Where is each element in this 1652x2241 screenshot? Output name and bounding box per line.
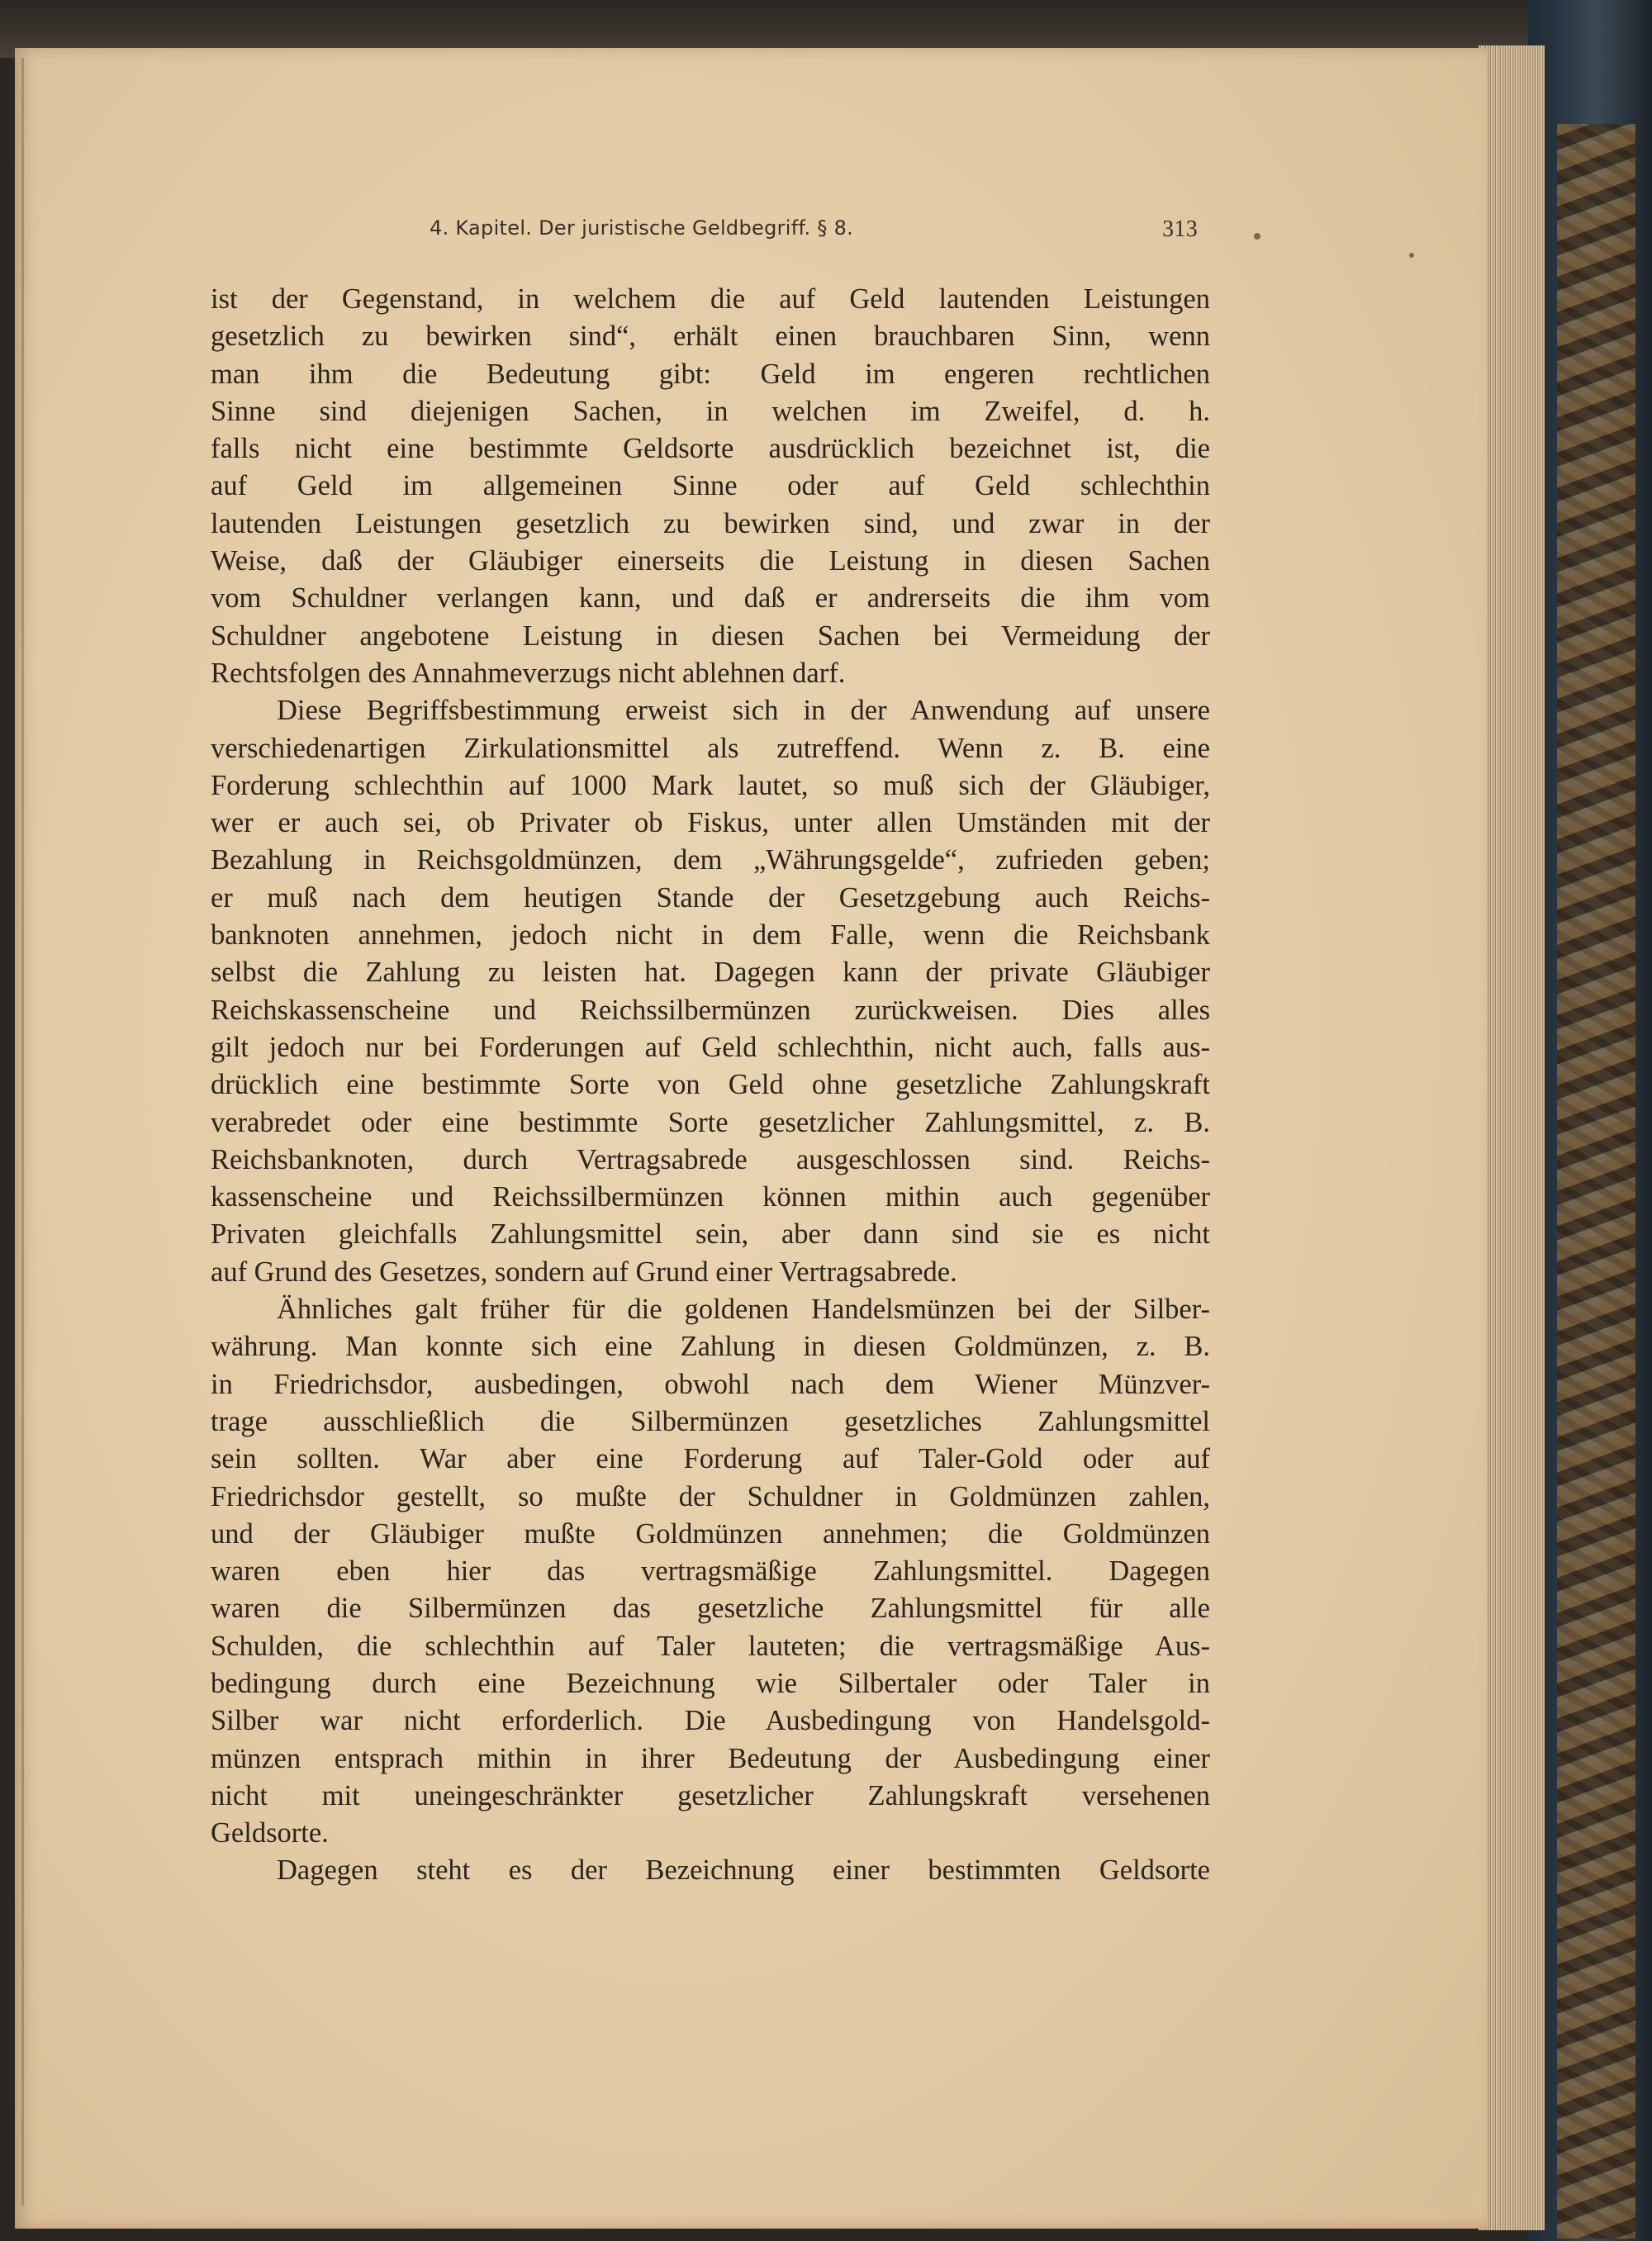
text-line: falls nicht eine bestimmte Geldsorte ausdrücklich bezeichnet ist, die: [211, 433, 1210, 465]
text-line: verschiedenartigen Zirkulationsmittel als zutreffend. Wenn z. B. eine: [211, 732, 1210, 764]
text-line: Schulden, die schlechthin auf Taler lauteten; die vertragsmäßige Aus-: [211, 1630, 1210, 1662]
text-line: vom Schuldner verlangen kann, und daß er andrerseits die ihm vom: [211, 582, 1210, 615]
text-line: bedingung durch eine Bezeichnung wie Silbertaler oder Taler in: [211, 1667, 1210, 1699]
text-line: drücklich eine bestimmte Sorte von Geld ohne gesetzliche Zahlungskraft: [211, 1069, 1210, 1101]
text-line: Sinne sind diejenigen Sachen, in welchen im Zweifel, d. h.: [211, 395, 1210, 427]
running-header: [430, 216, 1198, 249]
text-line: waren eben hier das vertragsmäßige Zahlungsmittel. Dagegen: [211, 1555, 1210, 1588]
text-line: auf Geld im allgemeinen Sinne oder auf Geld schlechthin: [211, 470, 1210, 502]
page-number: 313: [1162, 216, 1198, 242]
paragraph-start: Dagegen steht es der Bezeichnung einer bestimmten Geldsorte: [277, 1854, 1210, 1887]
text-line: Silber war nicht erforderlich. Die Ausbedingung von Handelsgold-: [211, 1705, 1210, 1737]
text-line: Weise, daß der Gläubiger einerseits die Leistung in diesen Sachen: [211, 545, 1210, 577]
text-line: verabredet oder eine bestimmte Sorte gesetzlicher Zahlungsmittel, z. B.: [211, 1106, 1210, 1138]
text-line: und der Gläubiger mußte Goldmünzen annehmen; die Goldmünzen: [211, 1517, 1210, 1550]
text-line: Geldsorte.: [211, 1817, 329, 1849]
text-line: auf Grund des Gesetzes, sondern auf Grund einer Vertragsabrede.: [211, 1256, 957, 1288]
text-line: Privaten gleichfalls Zahlungsmittel sein, aber dann sind sie es nicht: [211, 1218, 1210, 1251]
text-line: Reichskassenscheine und Reichssilbermünzen zurückweisen. Dies alles: [211, 994, 1210, 1026]
text-line: man ihm die Bedeutung gibt: Geld im engeren rechtlichen: [211, 358, 1210, 390]
text-line: waren die Silbermünzen das gesetzliche Zahlungsmittel für alle: [211, 1593, 1210, 1625]
body-text: [211, 281, 1210, 1890]
text-line: nicht mit uneingeschränkter gesetzlicher Zahlungskraft versehenen: [211, 1779, 1210, 1811]
text-line: lautenden Leistungen gesetzlich zu bewirken sind, und zwar in der: [211, 507, 1210, 539]
ink-speck: [1409, 253, 1414, 258]
text-line: gilt jedoch nur bei Forderungen auf Geld schlechthin, nicht auch, falls aus-: [211, 1031, 1210, 1063]
text-line: banknoten annehmen, jedoch nicht in dem Falle, wenn die Reichsbank: [211, 919, 1210, 952]
paragraph-start: Ähnliches galt früher für die goldenen Handelsmünzen bei der Silber-: [277, 1294, 1210, 1326]
text-line: wer er auch sei, ob Privater ob Fiskus, unter allen Umständen mit der: [211, 807, 1210, 839]
text-line: ist der Gegenstand, in welchem die auf Geld lautenden Leistungen: [211, 283, 1210, 315]
text-line: währung. Man konnte sich eine Zahlung in diesen Goldmünzen, z. B.: [211, 1331, 1210, 1363]
marbled-cover-pattern: [1557, 124, 1635, 2239]
text-line: in Friedrichsdor, ausbedingen, obwohl nach dem Wiener Münzver-: [211, 1368, 1210, 1400]
text-line: Friedrichsdor gestellt, so mußte der Schuldner in Goldmünzen zahlen,: [211, 1480, 1210, 1512]
text-line: Reichsbanknoten, durch Vertragsabrede ausgeschlossen sind. Reichs-: [211, 1143, 1210, 1175]
running-title: 4. Kapitel. Der juristische Geldbegriff. § 8.: [430, 216, 854, 240]
text-line: trage ausschließlich die Silbermünzen gesetzliches Zahlungsmittel: [211, 1405, 1210, 1437]
gutter-shadow: [21, 58, 24, 2205]
ink-speck: [1254, 233, 1260, 240]
text-line: er muß nach dem heutigen Stande der Gesetzgebung auch Reichs-: [211, 881, 1210, 914]
text-line: Forderung schlechthin auf 1000 Mark lautet, so muß sich der Gläubiger,: [211, 769, 1210, 801]
text-line: sein sollten. War aber eine Forderung auf Taler-Gold oder auf: [211, 1443, 1210, 1475]
text-line: kassenscheine und Reichssilbermünzen können mithin auch gegenüber: [211, 1181, 1210, 1213]
text-line: münzen entsprach mithin in ihrer Bedeutung der Ausbedingung einer: [211, 1742, 1210, 1774]
paragraph-start: Diese Begriffsbestimmung erweist sich in der Anwendung auf unsere: [277, 695, 1210, 727]
page-block-edges: [1479, 45, 1545, 2230]
text-line: selbst die Zahlung zu leisten hat. Dagegen kann der private Gläubiger: [211, 957, 1210, 989]
text-line: gesetzlich zu bewirken sind“, erhält einen brauchbaren Sinn, wenn: [211, 320, 1210, 353]
text-line: Rechtsfolgen des Annahmeverzugs nicht ablehnen darf.: [211, 657, 846, 689]
text-line: Bezahlung in Reichsgoldmünzen, dem „Währungsgelde“, zufrieden geben;: [211, 844, 1210, 876]
text-line: Schuldner angebotene Leistung in diesen Sachen bei Vermeidung der: [211, 620, 1210, 652]
